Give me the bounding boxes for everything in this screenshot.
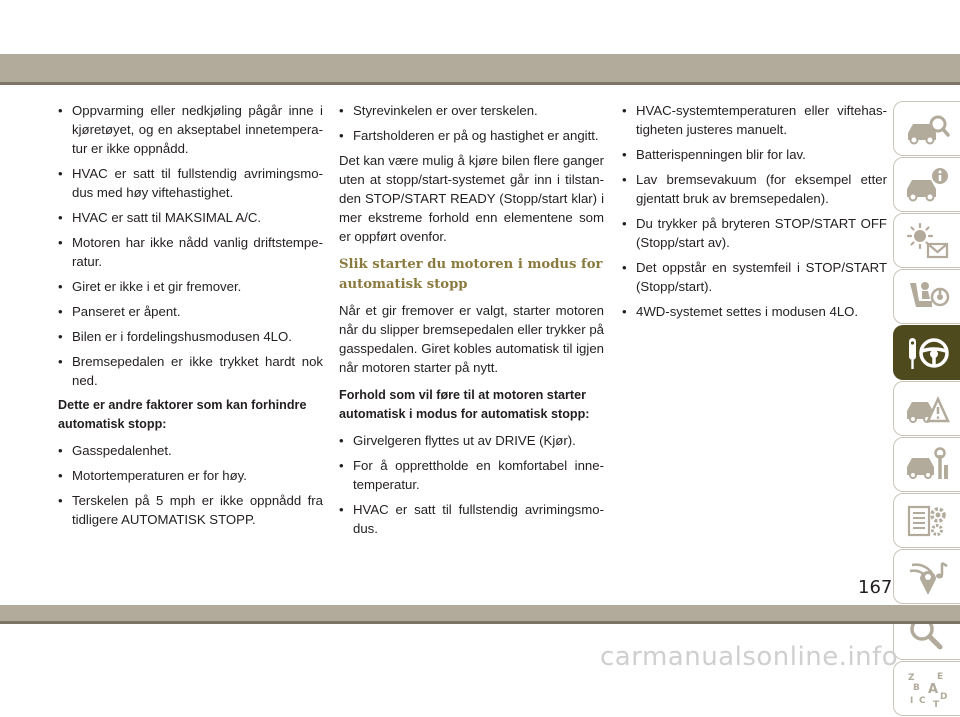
list-item: • Girvelgeren flyttes ut av DRIVE (Kjør).	[339, 431, 604, 450]
page-number: 167	[858, 577, 893, 598]
car-hazard-icon	[904, 389, 950, 429]
list-item: • HVAC er satt til fullstendig avrimingsmodus.	[339, 500, 604, 538]
header-band	[0, 54, 960, 82]
header-band-line	[0, 82, 960, 85]
list-item: • Batterispenningen blir for lav.	[622, 145, 887, 164]
list-item: • Fartsholderen er på og hastighet er angitt.	[339, 126, 604, 145]
list-item: • For å opprettholde en komfortabel innetemperatur.	[339, 456, 604, 494]
car-info-icon	[904, 165, 950, 205]
tab-service-maintenance[interactable]	[893, 437, 960, 492]
list-item: • Terskelen på 5 mph er ikke oppnådd fra tidligere AUTOMATISK STOPP.	[58, 491, 323, 529]
index-letter: C	[919, 695, 926, 706]
list-item: • Du trykker på bryteren STOP/START OFF (Stopp/start av).	[622, 214, 887, 252]
key-steering-wheel-icon	[904, 333, 950, 373]
column-3	[622, 101, 887, 327]
index-letter: D	[940, 691, 948, 702]
list-item: • HVAC er satt til MAKSIMAL A/C.	[58, 208, 323, 227]
footer-band-line	[0, 621, 960, 624]
col2-bullet-list-b	[339, 431, 604, 538]
col1-bold-lead: Dette er andre faktorer som kan forhindre automatisk stopp:	[58, 398, 307, 431]
list-item: • Oppvarming eller nedkjøling pågår inne i kjøretøyet, og en akseptabel innetemperatur er ikke oppnådd.	[58, 101, 323, 158]
checklist-gear-icon	[904, 501, 950, 541]
list-item: • HVAC-systemtemperaturen eller viftehastigheten justeres manuelt.	[622, 101, 887, 139]
tab-multimedia[interactable]	[893, 549, 960, 604]
col1-bullet-list-b	[58, 441, 323, 529]
car-magnifier-icon	[904, 109, 950, 149]
col2-paragraph-1: Det kan være mulig å kjøre bilen flere ganger uten at stopp/start-systemet går inn i tilstanden STOP/START READY (Stopp/start klar) i mer ekstreme forhold enn elementene som er oppført ovenfor.	[339, 153, 604, 244]
tab-warning-lights[interactable]	[893, 213, 960, 268]
index-letter: I	[910, 695, 914, 706]
tab-technical-specs[interactable]	[893, 493, 960, 548]
list-item: • Styrevinkelen er over terskelen.	[339, 101, 604, 120]
section-subheading: Slik starter du motoren i modus for automatisk stopp	[339, 257, 603, 292]
list-item: • Lav bremsevakuum (for eksempel etter gjentatt bruk av bremsepedalen).	[622, 170, 887, 208]
warning-light-message-icon	[904, 221, 950, 261]
index-letter: Z	[908, 672, 915, 683]
col2-bullet-list-a	[339, 101, 604, 145]
list-item: • Motortemperaturen er for høy.	[58, 466, 323, 485]
seat-airbag-icon	[904, 277, 950, 317]
col1-bullet-list-a	[58, 101, 323, 390]
watermark: carmanualsonline.info	[600, 642, 899, 672]
col2-bold-lead: Forhold som vil føre til at motoren starter automatisk i modus for automatisk stopp:	[339, 388, 590, 421]
list-item: • 4WD-systemet settes i modusen 4LO.	[622, 302, 887, 321]
tab-emergency[interactable]	[893, 381, 960, 436]
list-item: • Bilen er i fordelingshusmodusen 4LO.	[58, 327, 323, 346]
index-letter: B	[913, 682, 920, 693]
list-item: • Gasspedalenhet.	[58, 441, 323, 460]
index-letter: A	[928, 681, 939, 697]
tab-starting-operating[interactable]	[893, 325, 960, 380]
footer-band	[0, 605, 960, 621]
media-music-nav-icon	[904, 557, 950, 597]
list-item: • Giret er ikke i et gir fremover.	[58, 277, 323, 296]
col3-bullet-list	[622, 101, 887, 321]
tab-safety[interactable]	[893, 269, 960, 324]
tab-car-magnifier[interactable]	[893, 101, 960, 156]
chapter-tab-strip	[893, 101, 960, 717]
index-letter: E	[937, 671, 944, 682]
list-item: • Panseret er åpent.	[58, 302, 323, 321]
list-item: • HVAC er satt til fullstendig avrimingsmodus med høy viftehastighet.	[58, 164, 323, 202]
list-item: • Det oppstår en systemfeil i STOP/START (Stopp/start).	[622, 258, 887, 296]
column-2	[339, 101, 604, 544]
alphabet-index-icon	[904, 669, 950, 709]
index-letter: T	[933, 699, 940, 710]
column-1	[58, 101, 323, 535]
tab-car-info[interactable]	[893, 157, 960, 212]
col2-paragraph-2: Når et gir fremover er valgt, starter motoren når du slipper bremsepedalen eller trykker på gasspedalen. Giret kobles automatisk til igjen når motoren starter på nytt.	[339, 303, 604, 375]
list-item: • Motoren har ikke nådd vanlig driftstemperatur.	[58, 233, 323, 271]
car-wrench-icon	[904, 445, 950, 485]
list-item: • Bremsepedalen er ikke trykket hardt nok ned.	[58, 352, 323, 390]
tab-index[interactable]	[893, 661, 960, 716]
